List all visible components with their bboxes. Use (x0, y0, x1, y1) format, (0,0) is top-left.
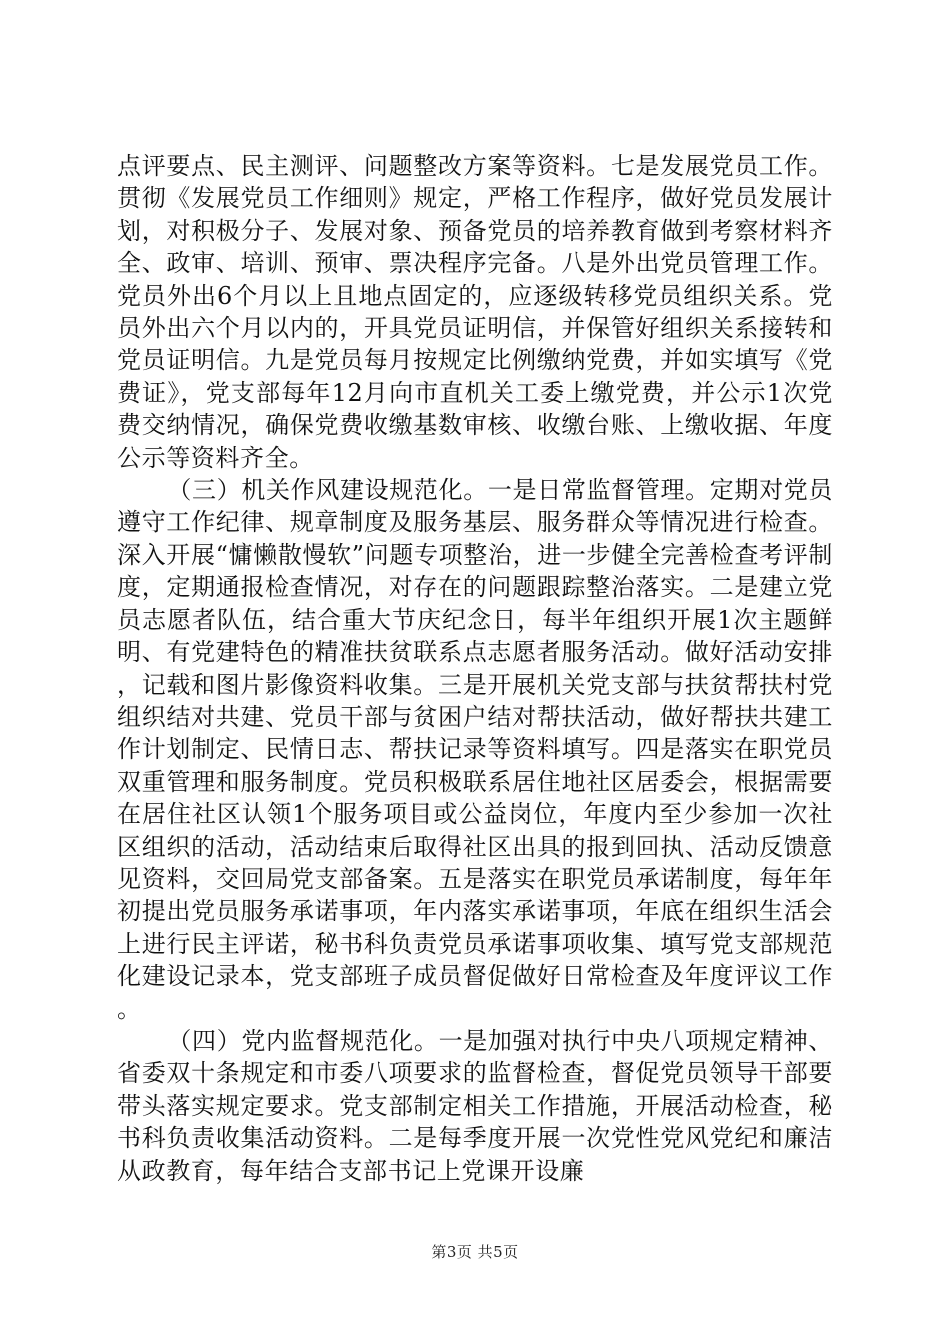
page-number-footer: 第3页 共5页 (431, 1243, 519, 1261)
paragraph-section-3: （三）机关作风建设规范化。一是日常监督管理。定期对党员遵守工作纪律、规章制度及服务基层、服务群众等情况进行检查。深入开展“慵懒散慢软”问题专项整治，进一步健全完善检查考评制度，定期通报检查情况，对存在的问题跟踪整治落实。二是建立党员志愿者队伍，结合重大节庆纪念日，每半年组织开展1次主题鲜明、有党建特色的精准扶贫联系点志愿者服务活动。做好活动安排，记载和图片影像资料收集。三是开展机关党支部与扶贫帮扶村党组织结对共建、党员干部与贫困户结对帮扶活动，做好帮扶共建工作计划制定、民情日志、帮扶记录等资料填写。四是落实在职党员双重管理和服务制度。党员积极联系居住地社区居委会，根据需要在居住社区认领1个服务项目或公益岗位，年度内至少参加一次社区组织的活动，活动结束后取得社区出具的报到回执、活动反馈意见资料，交回局党支部备案。五是落实在职党员承诺制度，每年年初提出党员服务承诺事项，年内落实承诺事项，年底在组织生活会上进行民主评诺，秘书科负责党员承诺事项收集、填写党支部规范化建设记录本，党支部班子成员督促做好日常检查及年度评议工作。 (117, 476, 833, 1023)
paragraph-continued: 点评要点、民主测评、问题整改方案等资料。七是发展党员工作。贯彻《发展党员工作细则》规定，严格工作程序，做好党员发展计划，对积极分子、发展对象、预备党员的培养教育做到考察材料齐全、政审、培训、预审、票决程序完备。八是外出党员管理工作。党员外出6个月以上且地点固定的，应逐级转移党员组织关系。党员外出六个月以内的，开具党员证明信，并保管好组织关系接转和党员证明信。九是党员每月按规定比例缴纳党费，并如实填写《党费证》，党支部每年12月向市直机关工委上缴党费，并公示1次党费交纳情况，确保党费收缴基数审核、收缴台账、上缴收据、年度公示等资料齐全。 (117, 152, 833, 472)
document-body (117, 150, 833, 1187)
paragraph-section-4: （四）党内监督规范化。一是加强对执行中央八项规定精神、省委双十条规定和市委八项要求的监督检查，督促党员领导干部要带头落实规定要求。党支部制定相关工作措施，开展活动检查，秘书科负责收集活动资料。二是每季度开展一次党性党风党纪和廉洁从政教育，每年结合支部书记上党课开设廉 (117, 1026, 833, 1185)
